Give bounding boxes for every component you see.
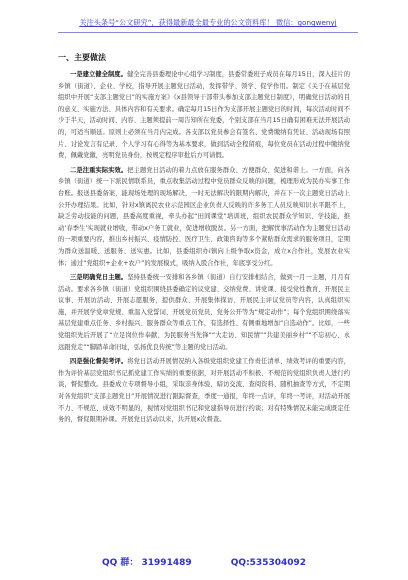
paragraph-4-body: 将党日活动开展情况纳入各级党组织党建工作责任清单、绩效考评的重要内容，作为评价基层党组织书记抓党建工作实绩的重要依据，对开展活动不积极、不规范的党组织负责人进行约谈，督促整改。县委成立专项督导小组，采取亲身体验、暗访交流、查阅资料、随机抽查等方式，不定期对各党组织“支部主题党日”开展情况进行跟踪督查，季度一通报，年终一点评，年终一考评，对活动开展不力、不规范、成效不明显的，视情对党组织书记和党建指导员进行约谈；对有特殊情况未能完成既定任务的，督促限期补课。开展党日活动以来，共开展x次督查。 [58,358,351,424]
footer-qq: QQ:535304092 [230,558,307,568]
footer-qq-group: QQ 群： 31991489 [101,558,192,568]
header-divider [58,32,358,33]
paragraph-2 [58,165,350,269]
paragraph-2-body: 把主题党日活动的着力点放在服务群众、方便群众、促进和谐上。一方面，向各乡镇（街道）统一下派民情联系员，重点收集活动过程中党员群众反映的问题，梳理形成为民办实事工作台账。报送县委备案，能现场处理的现场解决，一时无法解决的限期内解决，并在下一次主题党日活动上公开办理结果。比如，针对x镇离民农业示范园区企业负责人反映的许多务工人员反映知识水平跟不上，缺乏劳动技能的问题，县委高度重视，牵头办起“田间课堂”培训班，组织农民群众学知识、学技能，推动‘春季生’实现就业增收，带动x户务工就业，促进增收脱贫。另一方面，把解忧事活动作为主题党日活动的一项重要内容，推出乡村振兴、疫情防控、医疗卫生、政策咨询等多个紧贴群众需求的服务项目，定期为群众送温暖、送服务、送实惠。比如，县委组织办i镇向上级争取x资金，成立x合作社，发展农业实体；通过“党组织+企业+农户”的发展模式，吸纳入股合作社，年底享受分红。 [58,166,351,267]
paragraph-3-lead: 三是明确党日主题。 [70,274,128,282]
header-banner[interactable]: 关注头条号“公文研究”，获得最新最全最专业的公文资料库！ 微信：gongwenyj [79,18,337,27]
section-title: 一、主要做法 [58,53,106,62]
paragraph-1-body: 健全完善县委理论中心组学习制度，县委常委班子成员在每月15日，深入挂片的乡镇（街道）、企业、学校，指导开展主题党日活动，发挥带学、领学、促学作用。制定《关于在基层党组织中开展“支部主题党日”的实施方案》《x县领导干部带头参加支部主题党日制度》，明确党日活动的目的意义、实施方法、具体内容和有关要求。确定每月15日作为支部开展主题党日的时间，每次活动时间不少于半天，活动时间、内容、主题须提前一周告知所在党委，个别支部在当月15日确有困难无法开展活动的，可适当顺延。原则上必须在当月内完成。各支部以党员参会有签名、党费缴纳有凭证、活动现场有照片、讨论发言有记录、个人学习有心得等为基本要求，做到活动全程留痕，每位党员在活动过程中缴纳党费，佩戴党徽，亮明党员身份，按规定程序审批后方可请假。 [58,71,351,160]
document-body [58,52,350,429]
paragraph-1 [58,69,350,162]
paragraph-3 [58,272,350,353]
paragraph-1-lead: 一是建立健全制度。 [70,71,127,78]
paragraph-2-lead: 二是注重实际实效。 [70,166,128,174]
paragraph-4 [58,356,350,426]
paragraph-3-body: 坚持县委统一安排和各乡镇（街道）自行安排相结合，做到一月一主题，月月有活动。要求各乡镇（街道）党组织围绕县委确定的议党建、交纳党费、讲党课、接受党性教育、开展民主议事、开展访活动、开展志愿服务，提供群众、开展集体探访、开展民主评议党员等内容，认真组织实施，并开展学党章党规、重温入党誓词、开展党员党员、党务公开等为“规定动作”；每个党组织围绕落实基层党建重点任务、乡村振兴、服务群众等重点工作，有选择性、有侧重地增加“自选动作”。比如，一些党组织先后开展了“立足岗位作奉献、为民服务当先锋”“大走访、知民情”“共建美丽乡村”“不忘初心、永远跟党走”“脚踏革命旧址，弘扬优良传统”等主题的党日活动。 [58,274,351,351]
paragraph-4-lead: 四是强化督促考评。 [70,358,128,366]
footer-contact [0,555,408,568]
